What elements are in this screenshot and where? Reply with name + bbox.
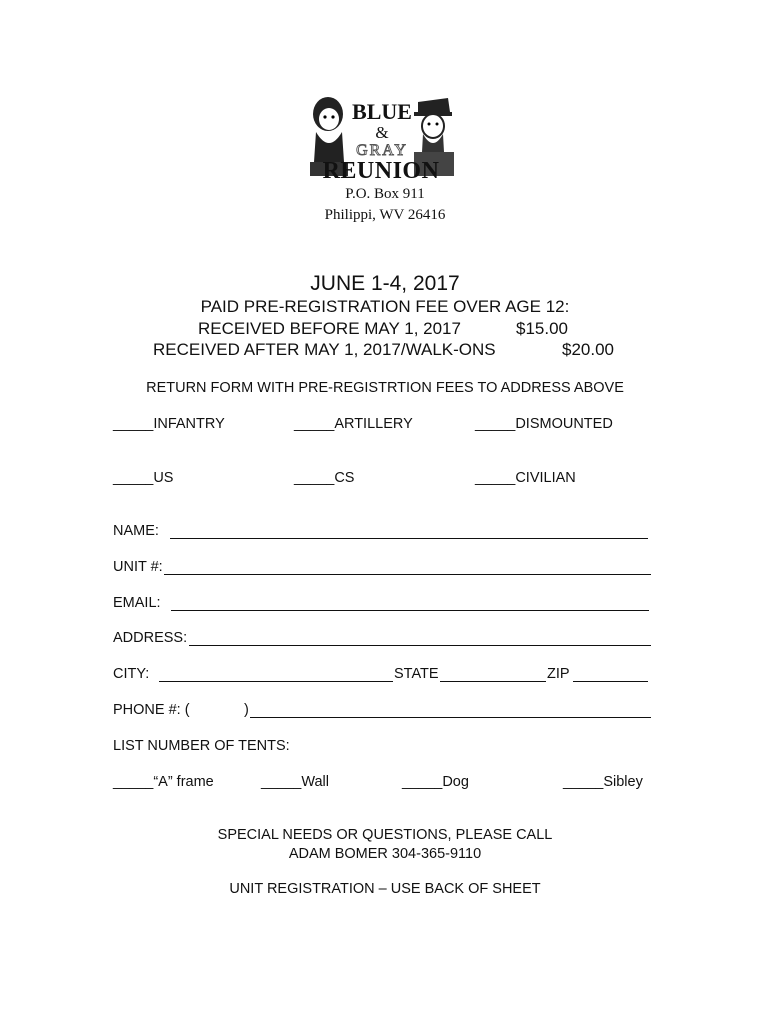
logo-text-gray: GRAY bbox=[356, 142, 408, 159]
fee-before-amount: $15.00 bbox=[516, 319, 568, 338]
tent-option-a-frame[interactable]: _____“A” frame bbox=[113, 774, 214, 790]
fee-after-label: RECEIVED AFTER MAY 1, 2017/WALK-ONS bbox=[153, 340, 496, 359]
phone-label: PHONE #: ( bbox=[113, 702, 190, 718]
logo-text-blue: BLUE bbox=[352, 99, 412, 124]
email-field[interactable] bbox=[171, 610, 649, 611]
option-artillery[interactable]: _____ARTILLERY bbox=[294, 416, 413, 432]
unit-field[interactable] bbox=[164, 574, 651, 575]
logo-image bbox=[302, 92, 460, 184]
option-infantry[interactable]: _____INFANTRY bbox=[113, 416, 225, 432]
unit-label: UNIT #: bbox=[113, 559, 163, 575]
return-note: RETURN FORM WITH PRE-REGISTRTION FEES TO ADDRESS ABOVE bbox=[146, 380, 624, 396]
phone-field[interactable] bbox=[250, 717, 651, 718]
option-civilian[interactable]: _____CIVILIAN bbox=[475, 470, 576, 486]
zip-field[interactable] bbox=[573, 681, 648, 682]
tents-heading: LIST NUMBER OF TENTS: bbox=[113, 738, 290, 754]
city-label: CITY: bbox=[113, 666, 150, 682]
state-field[interactable] bbox=[440, 681, 546, 682]
blue-gray-reunion-logo bbox=[302, 92, 460, 184]
email-label: EMAIL: bbox=[113, 595, 161, 611]
name-field[interactable] bbox=[170, 538, 648, 539]
special-needs-note: SPECIAL NEEDS OR QUESTIONS, PLEASE CALL bbox=[217, 827, 553, 843]
phone-area-close: ) bbox=[244, 702, 249, 718]
state-label: STATE bbox=[394, 666, 439, 682]
zip-label: ZIP bbox=[547, 666, 570, 682]
tent-option-sibley[interactable]: _____Sibley bbox=[563, 774, 643, 790]
option-us[interactable]: _____US bbox=[113, 470, 174, 486]
city-field[interactable] bbox=[159, 681, 393, 682]
option-dismounted[interactable]: _____DISMOUNTED bbox=[475, 416, 613, 432]
address-label: ADDRESS: bbox=[113, 630, 188, 646]
fee-heading: PAID PRE-REGISTRATION FEE OVER AGE 12: bbox=[200, 297, 570, 316]
option-cs[interactable]: _____CS bbox=[294, 470, 355, 486]
logo-text-amp: & bbox=[375, 123, 389, 142]
unit-registration-note: UNIT REGISTRATION – USE BACK OF SHEET bbox=[229, 881, 541, 897]
name-label: NAME: bbox=[113, 523, 159, 539]
logo-text-reunion: REUNION bbox=[322, 158, 440, 184]
contact-line: ADAM BOMER 304-365-9110 bbox=[288, 846, 482, 862]
tent-option-wall[interactable]: _____Wall bbox=[261, 774, 329, 790]
tent-option-dog[interactable]: _____Dog bbox=[402, 774, 469, 790]
event-dates: JUNE 1-4, 2017 bbox=[310, 272, 460, 295]
fee-after-amount: $20.00 bbox=[562, 340, 614, 359]
fee-before-label: RECEIVED BEFORE MAY 1, 2017 bbox=[198, 319, 461, 338]
address-line-2: Philippi, WV 26416 bbox=[324, 207, 446, 223]
address-field[interactable] bbox=[189, 645, 651, 646]
address-line-1: P.O. Box 911 bbox=[345, 186, 425, 202]
